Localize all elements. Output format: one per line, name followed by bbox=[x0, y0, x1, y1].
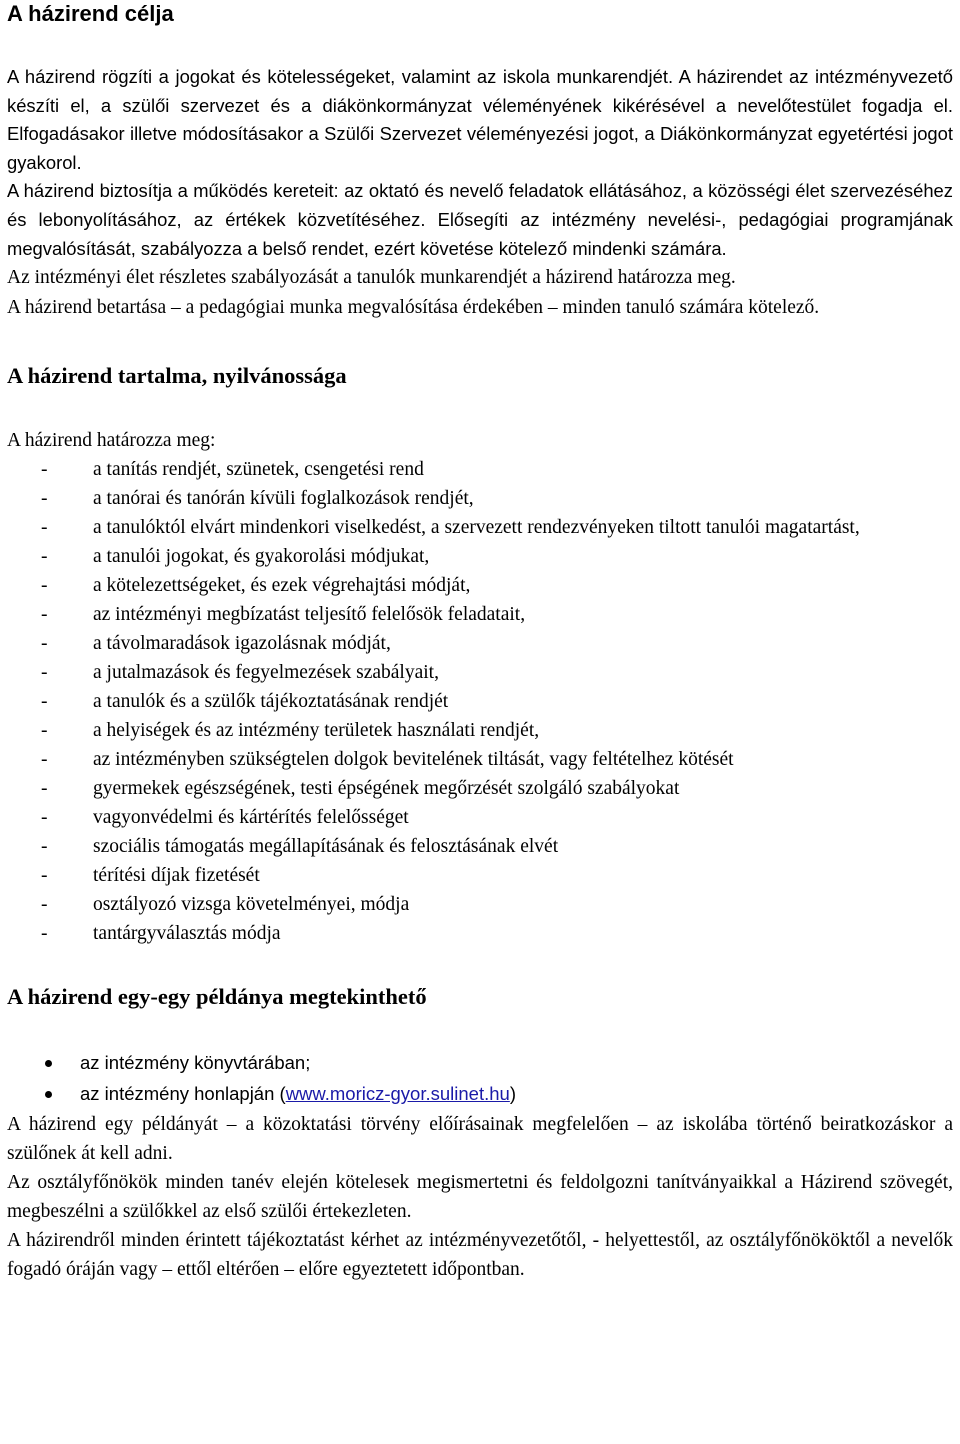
dash-marker: - bbox=[41, 517, 48, 539]
list-item bbox=[7, 716, 953, 745]
list-item bbox=[7, 629, 953, 658]
content-list bbox=[7, 455, 953, 948]
list-item bbox=[7, 571, 953, 600]
dash-marker: - bbox=[41, 749, 48, 771]
dash-marker: - bbox=[41, 807, 48, 829]
paragraph-purpose-1: A házirend rögzíti a jogokat és kötelességeket, valamint az iskola munkarendjét. A házirendet az intézményvezető készíti el, a szülői szervezet és a diákönkormányzat véleményének kikérésével a nevelőtestület fogadja el. Elfogadásakor illetve módosításakor a Szülői Szervezet véleményezési jogot, a Diákönkormányzat egyetértési jogot gyakorol. bbox=[7, 66, 953, 173]
list-item bbox=[7, 745, 953, 774]
list-item bbox=[7, 542, 953, 571]
list-item bbox=[7, 455, 953, 484]
paragraph-purpose-4: A házirend betartása – a pedagógiai munka megvalósítása érdekében – minden tanuló számára kötelező. bbox=[7, 297, 820, 319]
list-item-text: a tanítás rendjét, szünetek, csengetési rend bbox=[93, 459, 424, 481]
list-item bbox=[7, 919, 953, 948]
list-item-text: az intézményi megbízatást teljesítő felelősök feladatait, bbox=[93, 604, 526, 626]
list-item-text: osztályozó vizsga követelményei, módja bbox=[93, 894, 410, 916]
list-item bbox=[7, 1079, 953, 1110]
section-heading-purpose: A házirend célja bbox=[7, 1, 174, 26]
link-close-paren: ) bbox=[509, 1083, 516, 1105]
list-item-text: gyermekek egészségének, testi épségének megőrzését szolgáló szabályokat bbox=[93, 778, 680, 800]
list-item bbox=[7, 890, 953, 919]
list-item-text: a tanulóktól elvárt mindenkori viselkedést, a szervezett rendezvényeken tiltott tanulói magatartást, bbox=[93, 517, 860, 539]
list-item-text: a jutalmazások és fegyelmezések szabályait, bbox=[93, 662, 439, 684]
dash-marker: - bbox=[41, 836, 48, 858]
list-item-text: az intézmény könyvtárában; bbox=[80, 1052, 311, 1074]
dash-marker: - bbox=[41, 894, 48, 916]
list-item bbox=[7, 774, 953, 803]
bullet-icon bbox=[45, 1091, 52, 1098]
list-item-text: a tanulói jogokat, és gyakorolási módjukat, bbox=[93, 546, 430, 568]
dash-marker: - bbox=[41, 604, 48, 626]
dash-marker: - bbox=[41, 691, 48, 713]
list-item bbox=[7, 600, 953, 629]
paragraph-availability-3: A házirendről minden érintett tájékoztatást kérhet az intézményvezetőtől, - helyettestől, az osztályfőnököktől a nevelők fogadó óráján vagy – ettől eltérően – előre egyeztetett időpontban. bbox=[7, 1230, 953, 1281]
dash-marker: - bbox=[41, 923, 48, 945]
list-item-text: a tanulók és a szülők tájékoztatásának rendjét bbox=[93, 691, 449, 713]
list-item-text: a tanórai és tanórán kívüli foglalkozások rendjét, bbox=[93, 488, 474, 510]
dash-marker: - bbox=[41, 575, 48, 597]
dash-marker: - bbox=[41, 865, 48, 887]
section-heading-availability: A házirend egy-egy példánya megtekinthető bbox=[7, 984, 427, 1010]
dash-marker: - bbox=[41, 720, 48, 742]
list-item-text: az intézményben szükségtelen dolgok bevitelének tiltását, vagy feltételhez kötését bbox=[93, 749, 734, 771]
list-item-text: tantárgyválasztás módja bbox=[93, 923, 281, 945]
list-item bbox=[7, 803, 953, 832]
paragraph-availability-2: Az osztályfőnökök minden tanév elején kötelesek megismertetni és feldolgozni tanítványaikkal a Házirend szövegét, megbeszélni a szülőkkel az első szülői értekezleten. bbox=[7, 1172, 953, 1223]
school-website-link[interactable]: www.moricz-gyor.sulinet.hu bbox=[285, 1083, 510, 1105]
list-item bbox=[7, 832, 953, 861]
list-item bbox=[7, 658, 953, 687]
paragraph-purpose-3: Az intézményi élet részletes szabályozását a tanulók munkarendjét a házirend határozza meg. bbox=[7, 267, 736, 289]
bullet-icon bbox=[45, 1060, 52, 1067]
list-item-text: a kötelezettségeket, és ezek végrehajtási módját, bbox=[93, 575, 471, 597]
dash-marker: - bbox=[41, 459, 48, 481]
dash-marker: - bbox=[41, 662, 48, 684]
dash-marker: - bbox=[41, 778, 48, 800]
section-heading-content: A házirend tartalma, nyilvánossága bbox=[7, 363, 347, 389]
list-intro: A házirend határozza meg: bbox=[7, 430, 216, 452]
list-item-text: a helyiségek és az intézmény területek használati rendjét, bbox=[93, 720, 540, 742]
list-item-text: a távolmaradások igazolásnak módját, bbox=[93, 633, 391, 655]
list-item bbox=[7, 484, 953, 513]
list-item bbox=[7, 861, 953, 890]
list-item-text: szociális támogatás megállapításának és felosztásának elvét bbox=[93, 836, 559, 858]
list-item bbox=[7, 687, 953, 716]
list-item-text: térítési díjak fizetését bbox=[93, 865, 260, 887]
dash-marker: - bbox=[41, 546, 48, 568]
dash-marker: - bbox=[41, 488, 48, 510]
paragraph-purpose-2: A házirend biztosítja a működés kereteit: az oktató és nevelő feladatok ellátásához, a közösségi élet szervezéséhez és lebonyolításához, az értékek közvetítéséhez. Elősegíti az intézmény nevelési-, pedagógiai programjának megvalósítását, szabályozza a belső rendet, ezért követése kötelező mindenki számára. bbox=[7, 180, 953, 259]
dash-marker: - bbox=[41, 633, 48, 655]
list-item bbox=[7, 513, 953, 542]
paragraph-availability-1: A házirend egy példányát – a közoktatási törvény előírásainak megfelelően – az iskolába történő beiratkozáskor a szülőnek át kell adni. bbox=[7, 1114, 953, 1165]
list-item bbox=[7, 1048, 953, 1079]
availability-list bbox=[7, 1048, 953, 1110]
list-item-text: az intézmény honlapján ( bbox=[80, 1083, 286, 1105]
list-item-text: vagyonvédelmi és kártérítés felelősséget bbox=[93, 807, 409, 829]
